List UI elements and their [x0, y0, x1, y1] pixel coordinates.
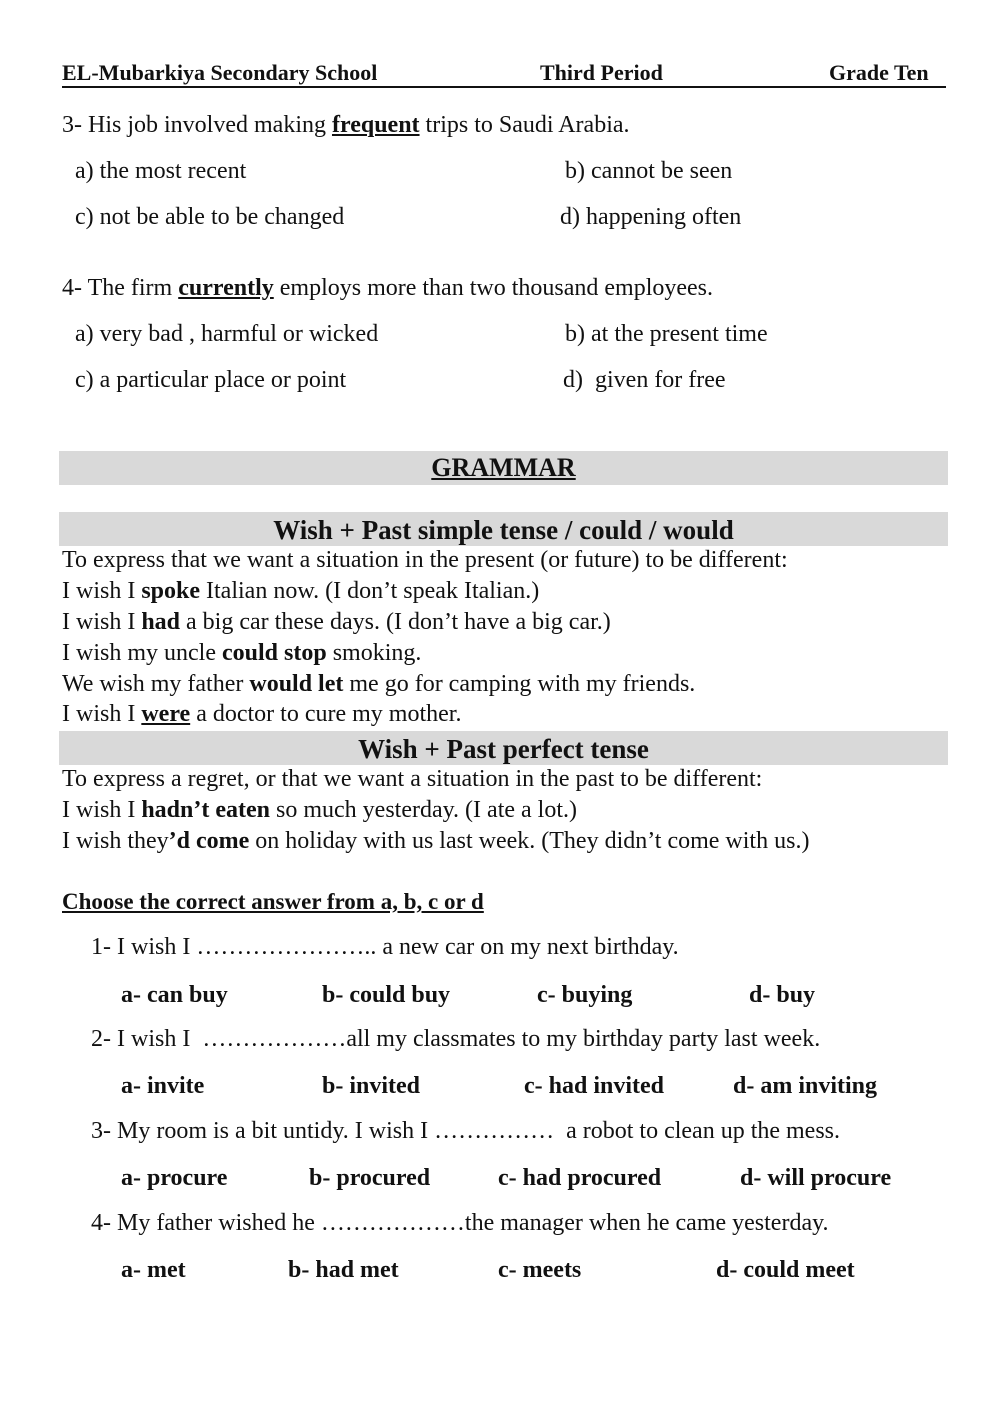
exercise-question-2: 2- I wish I ………………all my classmates to my birthday party last week. [91, 1026, 821, 1052]
answer-option-a[interactable]: a- procure [121, 1165, 228, 1191]
example-text: We wish my father [62, 671, 244, 697]
example-verb: spoke [141, 578, 201, 604]
example-verb: had [141, 609, 181, 635]
example-line [62, 640, 421, 667]
example-text: Italian now. (I don’t speak Italian.) [206, 578, 540, 604]
example-verb: hadn’t eaten [141, 797, 270, 823]
example-text: I wish I [62, 578, 136, 604]
example-text: so much yesterday. (I ate a lot.) [276, 797, 577, 823]
section-heading-past-simple: Wish + Past simple tense / could / would [59, 512, 948, 546]
option-a[interactable]: a) very bad , harmful or wicked [75, 321, 379, 347]
example-line [62, 609, 611, 636]
example-verb: could stop [221, 640, 327, 666]
answer-option-d[interactable]: d- am inviting [733, 1073, 878, 1099]
example-text: I wish they [62, 828, 169, 854]
example-line [62, 828, 809, 855]
example-line [62, 578, 539, 605]
answer-option-a[interactable]: a- met [121, 1257, 186, 1283]
example-text: I wish my uncle [62, 640, 216, 666]
answer-option-c[interactable]: c- buying [537, 982, 633, 1008]
exercise-question-1: 1- I wish I ………………….. a new car on my next birthday. [91, 934, 679, 960]
answer-option-c[interactable]: c- had procured [498, 1165, 662, 1191]
grade-label: Grade Ten [829, 60, 929, 85]
option-d[interactable]: d) given for free [563, 367, 726, 393]
school-name: EL-Mubarkiya Secondary School [62, 60, 378, 85]
question-text-pre: His job involved making [88, 112, 326, 138]
answer-option-b[interactable]: b- invited [322, 1073, 421, 1099]
option-c[interactable]: c) not be able to be changed [75, 204, 345, 230]
example-line [62, 671, 695, 698]
example-verb: were [141, 701, 191, 727]
example-text: I wish I [62, 797, 136, 823]
question-text-pre: The firm [87, 275, 173, 301]
period-label: Third Period [540, 60, 663, 85]
answer-option-b[interactable]: b- had met [288, 1257, 399, 1283]
option-a[interactable]: a) the most recent [75, 158, 247, 184]
option-c[interactable]: c) a particular place or point [75, 367, 347, 393]
example-line [62, 797, 577, 824]
option-b[interactable]: b) at the present time [565, 321, 768, 347]
question-text-post: employs more than two thousand employees. [279, 275, 714, 301]
answer-option-c[interactable]: c- meets [498, 1257, 582, 1283]
option-d[interactable]: d) happening often [560, 204, 742, 230]
question-number: 4- [62, 275, 82, 301]
example-text: a doctor to cure my mother. [196, 701, 462, 727]
example-text: smoking. [332, 640, 422, 666]
answer-option-d[interactable]: d- could meet [716, 1257, 855, 1283]
answer-option-c[interactable]: c- had invited [524, 1073, 665, 1099]
answer-option-a[interactable]: a- can buy [121, 982, 228, 1008]
example-verb: ’d come [168, 828, 250, 854]
answer-option-b[interactable]: b- could buy [322, 982, 451, 1008]
vocab-question-4 [62, 275, 713, 302]
example-text: on holiday with us last week. (They didn’t come with us.) [255, 828, 810, 854]
question-text-post: trips to Saudi Arabia. [425, 112, 630, 138]
example-text: I wish I [62, 609, 136, 635]
grammar-title-band [59, 451, 948, 485]
vocab-question-3 [62, 112, 630, 139]
answer-option-a[interactable]: a- invite [121, 1073, 205, 1099]
answer-option-b[interactable]: b- procured [309, 1165, 431, 1191]
example-text: I wish I [62, 701, 136, 727]
exercise-question-4: 4- My father wished he ………………the manager when he came yesterday. [91, 1210, 829, 1236]
answer-option-d[interactable]: d- buy [749, 982, 816, 1008]
exercise-instruction: Choose the correct answer from a, b, c or d [62, 889, 484, 914]
option-b[interactable]: b) cannot be seen [565, 158, 733, 184]
example-text: a big car these days. (I don’t have a big car.) [186, 609, 611, 635]
section-intro: To express that we want a situation in the present (or future) to be different: [62, 547, 788, 573]
question-keyword: frequent [331, 112, 420, 138]
answer-option-d[interactable]: d- will procure [740, 1165, 892, 1191]
example-verb: would let [249, 671, 344, 697]
question-number: 3- [62, 112, 82, 138]
header-divider [62, 86, 946, 88]
grammar-title: GRAMMAR [431, 453, 576, 482]
section-heading-past-perfect: Wish + Past perfect tense [59, 731, 948, 765]
section-intro: To express a regret, or that we want a situation in the past to be different: [62, 766, 763, 792]
exercise-question-3: 3- My room is a bit untidy. I wish I …………… a robot to clean up the mess. [91, 1118, 841, 1144]
example-text: me go for camping with my friends. [349, 671, 696, 697]
question-keyword: currently [178, 275, 274, 301]
example-line [62, 701, 461, 728]
